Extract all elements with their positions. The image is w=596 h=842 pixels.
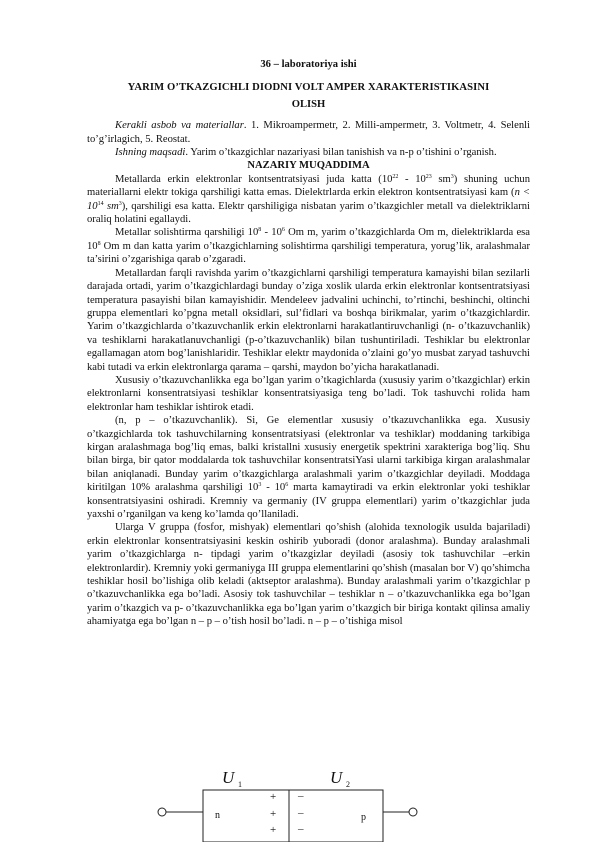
main-title-line1: YARIM O’TKAZGICHLI DIODNI VOLT AMPER XARAKTERISTIKASINI	[127, 82, 490, 94]
minus-sign: –	[298, 823, 304, 835]
plus-sign: +	[270, 824, 277, 836]
paragraph-4: Xususiy o’tkazuvchanlikka ega bo’lgan yarim o’tkagichlarda (xususiy yarim o’tkazgichlar) erkin elektronlarni konsentratsiyasi teshiklar konsentratsiyasiga teng bo’ladi. Tok tashuvchi rolida ham elektronlar ham teshiklar ishtirok etadi.	[87, 374, 530, 413]
paragraph-1: Metallarda erkin elektronlar kontsentratsiyasi juda katta ($10^{22} - 10^{23}$ $sm^3$) shuning uchun materiallarni elektr tokiga qarshiligi katta emas. Dielektrlarda erkin elektron kontsentratsiyasi kam ($n < 10^{14}$ $sm^3$), qarshiligi esa katta. Elektr qarshiligiga nisbatan yarim o’tkazgichler metall va dielektriklarni oraliq holatini egallaydi.	[87, 173, 531, 226]
u1-subscript: 1	[238, 780, 242, 789]
right-terminal	[409, 808, 417, 816]
main-title-line2: OLISH	[291, 98, 326, 110]
p-region-label: p	[361, 812, 366, 823]
lab-title: 36 – laboratoriya ishi	[260, 59, 357, 70]
equipment-label: Kerakli asbob va materiallar	[115, 120, 244, 132]
minus-sign: –	[298, 807, 304, 819]
equipment-text: . 1. Mikroampermetr, 2. Milli-ampermetr, 3. Voltmetr, 4. Selenli to’g’irlagich, 5. Reostat.	[87, 120, 530, 145]
purpose-label: Ishning maqsadi	[115, 147, 186, 159]
plus-sign: +	[270, 791, 277, 803]
u2-subscript: 2	[346, 780, 350, 789]
section-heading: NAZARIY MUQADDIMA	[247, 160, 370, 172]
paragraph-6: Ularga V gruppa (fosfor, mishyak) elementlari qo’shish (alohida texnologik usulda bajariladi) erkin elektronlar konsentratsiyasini keskin oshirib yuboradi (donor aralashma). Bunday aralashmali yarim o’tkazgichlarga n- tipdagi yarim o’tkazgizlar deyiladi (asosiy tok tashuvchilar –erkin elektronlardir). Kremniy yoki germaniyga III gruppa elementlarini qo’shish (masalan bor V) qo’shimcha teshiklar hosil bo’lishiga olib keladi (aktseptor aralashma). Bunday aralashmali yarim o’tkazgichlar p o’tkazuvchanlikka ega bo’ladi. Asosiy tok tashuvchilar – teshiklar n – o’tkazuvchanlikka ega bo’lgan yarim o’tkazgich va p- o’tkazuvchanlikka ega bo’lgan yarim o’tkazgich bir biriga kontakt qilinsa amaliy ahamiyatga ega bo’lgan n – p – o’tish hosil bo’ladi. n – p – o’tishiga misol	[87, 522, 530, 628]
plus-sign: +	[270, 808, 277, 820]
paragraph-3: Metallardan farqli ravishda yarim o’tkazgichlarni qarshiligi temperatura kamayishi bilan sezilarli darajada ortadi, yarim o’tkazgichlardagi bunday o’ziga xoslik ularda erkin elektronlar kontsentratsiyasi temperatura pasayishi bilan kamayishidir. Mendeleev jadvalini uchinchi, to’rtinchi, beshinchi, oltinchi gruppa elementlari ko’pgna metall oksidlari, sul’fidlari va boshqa birikmalar, yarim o’tkazgichlardir. Yarim o’tkazgichlarda o’tkazuvchanlik erkin elektronlarni harakatlantiruvchanligi (n- o’tkazuvchanlik) va teshiklarni harakatlanuvchanligi (p-o’tkazuvchanlik) bilan tushuntiriladi. Teshiklar bu elektronlar egallamagan atom bog’lanishlaridir. Teshiklar elektr maydonida o’zlaini go’yo musbat zaryad tashuvchi kabi tutadi va erkin elektronlarga qarama – qarshi, maydon bo’yicha harakatlanadi.	[87, 267, 530, 373]
minus-sign: –	[298, 790, 304, 802]
paragraph-5: (n, p – o’tkazuvchanlik). Si, Ge elementlar xususiy o’tkazuvchanlikka ega. Xususiy o’tkazgichlarda tok tashuvchilarning konsentratsiyasi (elektronlar va teshiklar) moddaning tarkibiga kirgan aralashmaga bog’liq emas, balki kristallni xususiy energetik spektrini xarakteriga bog’liq. Shu bilan birga, bir qator moddalarda tok tashuvchilar konsentratsiYasi ularni tarkibiga kirgan aralashmalar bilan aniqlanadi. Bunday yarim o’tkazgichlarga aralashmali yarim o’tkazgichlar deyiladi. Moddaga kiritilgan 10% aralashma qarshiligi $10^3 - 10^6$ marta kamaytiradi va erkin elektronlar yoki teshiklar konsentratsiyasini oshiradi. Kremniy va germaniy (IV gruppa elementlari) yarim o’tkazgichlar juda yaxshi o’rganilgan va keng ko’lamda qo’llaniladi.	[87, 415, 530, 520]
paragraph-2: Metallar solishtirma qarshiligi $10^8 - 10^6$ Om m, yarim o’tkazgichlarda Om m, dielektriklarda esa $10^8$ Om m dan katta yarim o’tkazgichlarning solishtirma qarshiligi temperatura, yorug’lik, aralashmalar ta’sirini o’zgarishiga qarab o’zgaradi.	[87, 227, 530, 266]
n-region-label: n	[215, 810, 220, 821]
u2-label: U	[330, 768, 343, 787]
semiconductor-block	[203, 790, 383, 842]
purpose-text: . Yarim o’tkazgichlar nazariyasi bilan tanishish va n-p o’tishini o’rganish.	[185, 147, 497, 159]
left-terminal	[158, 808, 166, 816]
u1-label: U	[222, 768, 235, 787]
